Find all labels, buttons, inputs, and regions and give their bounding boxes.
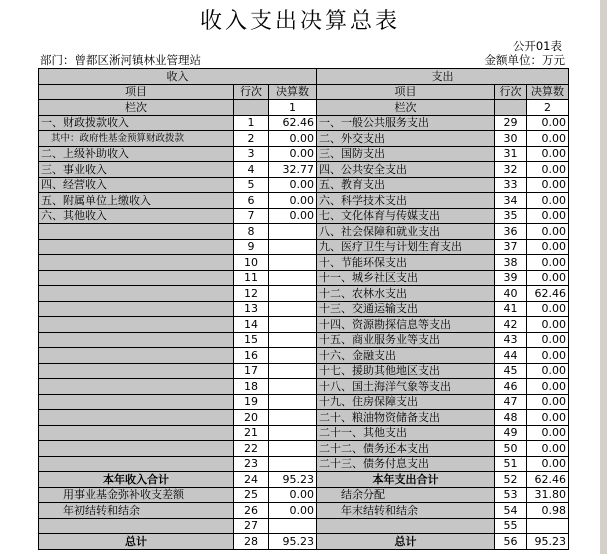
expense-item-cell: 十九、住房保障支出 xyxy=(317,394,495,410)
income-item-cell xyxy=(39,239,234,255)
income-seq-cell: 3 xyxy=(234,146,269,162)
income-amount-cell xyxy=(269,301,317,317)
table-row xyxy=(39,146,569,162)
table-row xyxy=(39,332,569,348)
expense-amount-cell: 31.80 xyxy=(527,487,569,503)
table-row xyxy=(39,301,569,317)
expense-seq-cell: 56 xyxy=(495,534,527,550)
income-amount-cell xyxy=(269,456,317,472)
expense-amount-cell: 0.98 xyxy=(527,503,569,519)
income-seq-cell: 15 xyxy=(234,332,269,348)
income-amount-cell: 0.00 xyxy=(269,193,317,209)
income-item-cell: 一、财政拨款收入 xyxy=(39,115,234,131)
expense-item-cell: 十四、资源勘探信息等支出 xyxy=(317,317,495,333)
expense-seq-cell: 38 xyxy=(495,255,527,271)
expense-item-cell: 结余分配 xyxy=(317,487,495,503)
expense-item-cell: 十七、援助其他地区支出 xyxy=(317,363,495,379)
expense-item-cell: 二十一、其他支出 xyxy=(317,425,495,441)
income-item-cell xyxy=(39,456,234,472)
expense-amount-cell: 62.46 xyxy=(527,472,569,488)
expense-item-cell: 七、文化体育与传媒支出 xyxy=(317,208,495,224)
expense-seq-cell: 31 xyxy=(495,146,527,162)
expense-seq-cell: 45 xyxy=(495,363,527,379)
income-amount-cell xyxy=(269,394,317,410)
expense-seq-cell: 54 xyxy=(495,503,527,519)
income-amount-cell xyxy=(269,518,317,534)
income-seq-cell: 13 xyxy=(234,301,269,317)
expense-amount-cell: 0.00 xyxy=(527,394,569,410)
table-row xyxy=(39,425,569,441)
income-seq-cell: 26 xyxy=(234,503,269,519)
income-item-cell xyxy=(39,363,234,379)
expense-amount-cell: 0.00 xyxy=(527,379,569,395)
income-seq-cell: 28 xyxy=(234,534,269,550)
expense-amount-header: 决算数 xyxy=(527,84,569,100)
table-row xyxy=(39,394,569,410)
income-amount-cell xyxy=(269,255,317,271)
expense-seq-cell: 44 xyxy=(495,348,527,364)
income-seq-cell: 19 xyxy=(234,394,269,410)
expense-seq-cell: 40 xyxy=(495,286,527,302)
income-amount-cell xyxy=(269,379,317,395)
table-row xyxy=(39,379,569,395)
table-row xyxy=(39,239,569,255)
income-amount-cell xyxy=(269,317,317,333)
expense-item-cell: 十三、交通运输支出 xyxy=(317,301,495,317)
table-row xyxy=(39,472,569,488)
expense-amount-cell: 0.00 xyxy=(527,224,569,240)
table-row xyxy=(39,208,569,224)
expense-amount-cell: 0.00 xyxy=(527,193,569,209)
summary-table xyxy=(38,68,569,550)
income-seq-cell: 25 xyxy=(234,487,269,503)
income-amount-cell: 0.00 xyxy=(269,487,317,503)
income-amount-cell xyxy=(269,441,317,457)
expense-amount-cell: 0.00 xyxy=(527,317,569,333)
income-amount-cell xyxy=(269,286,317,302)
income-item-cell xyxy=(39,441,234,457)
income-amount-cell xyxy=(269,224,317,240)
table-row xyxy=(39,162,569,178)
income-amount-header: 决算数 xyxy=(269,84,317,100)
expense-amount-cell: 0.00 xyxy=(527,239,569,255)
expense-amount-cell xyxy=(527,518,569,534)
expense-item-header: 项目 xyxy=(317,84,495,100)
expense-item-cell: 十五、商业服务业等支出 xyxy=(317,332,495,348)
income-seq-cell: 9 xyxy=(234,239,269,255)
income-amount-cell xyxy=(269,239,317,255)
window-frame-right xyxy=(600,0,607,554)
expense-item-cell: 年末结转和结余 xyxy=(317,503,495,519)
department-label: 部门：曾都区淅河镇林业管理站 xyxy=(40,53,201,67)
income-item-cell: 三、事业收入 xyxy=(39,162,234,178)
income-item-cell: 年初结转和结余 xyxy=(39,503,234,519)
income-item-cell: 四、经营收入 xyxy=(39,177,234,193)
expense-item-cell: 六、科学技术支出 xyxy=(317,193,495,209)
income-seq-cell: 2 xyxy=(234,131,269,147)
expense-item-cell: 十、节能环保支出 xyxy=(317,255,495,271)
page-title: 收入支出决算总表 xyxy=(199,9,400,34)
income-item-cell: 五、附属单位上缴收入 xyxy=(39,193,234,209)
table-row xyxy=(39,193,569,209)
expense-item-cell: 四、公共安全支出 xyxy=(317,162,495,178)
expense-amount-cell: 62.46 xyxy=(527,286,569,302)
income-item-header: 项目 xyxy=(39,84,234,100)
income-amount-cell: 0.00 xyxy=(269,208,317,224)
expense-seq-cell: 42 xyxy=(495,317,527,333)
income-seq-cell: 8 xyxy=(234,224,269,240)
table-row xyxy=(39,177,569,193)
income-amount-cell: 0.00 xyxy=(269,131,317,147)
expense-amount-cell: 0.00 xyxy=(527,115,569,131)
income-seq-cell: 23 xyxy=(234,456,269,472)
expense-seq-cell: 48 xyxy=(495,410,527,426)
income-seq-cell: 4 xyxy=(234,162,269,178)
table-row xyxy=(39,317,569,333)
income-amount-cell xyxy=(269,332,317,348)
income-amount-cell: 0.00 xyxy=(269,503,317,519)
expense-seq-cell: 47 xyxy=(495,394,527,410)
expense-amount-cell: 0.00 xyxy=(527,146,569,162)
expense-amount-cell: 0.00 xyxy=(527,270,569,286)
expense-item-cell: 一、一般公共服务支出 xyxy=(317,115,495,131)
expense-seq-cell: 55 xyxy=(495,518,527,534)
expense-seq-cell: 32 xyxy=(495,162,527,178)
expense-seq-cell: 37 xyxy=(495,239,527,255)
expense-seq-cell: 53 xyxy=(495,487,527,503)
expense-seq-cell: 49 xyxy=(495,425,527,441)
income-amount-cell xyxy=(269,425,317,441)
expense-item-cell: 九、医疗卫生与计划生育支出 xyxy=(317,239,495,255)
expense-item-cell: 八、社会保障和就业支出 xyxy=(317,224,495,240)
income-item-cell: 用事业基金弥补收支差额 xyxy=(39,487,234,503)
expense-item-cell: 本年支出合计 xyxy=(317,472,495,488)
income-item-cell: 总计 xyxy=(39,534,234,550)
table-row xyxy=(39,363,569,379)
expense-amount-cell: 0.00 xyxy=(527,425,569,441)
expense-item-cell: 二十三、债务付息支出 xyxy=(317,456,495,472)
table-row xyxy=(39,441,569,457)
expense-item-cell: 五、教育支出 xyxy=(317,177,495,193)
income-amount-cell: 95.23 xyxy=(269,472,317,488)
table-row xyxy=(39,255,569,271)
expense-item-cell: 二十二、债务还本支出 xyxy=(317,441,495,457)
income-amount-cell xyxy=(269,348,317,364)
income-item-cell: 六、其他收入 xyxy=(39,208,234,224)
income-seq-cell: 17 xyxy=(234,363,269,379)
income-item-cell xyxy=(39,332,234,348)
expense-amount-cell: 0.00 xyxy=(527,456,569,472)
income-item-cell xyxy=(39,518,234,534)
expense-amount-cell: 0.00 xyxy=(527,131,569,147)
expense-amount-cell: 0.00 xyxy=(527,162,569,178)
expense-item-cell: 二十、粮油物资储备支出 xyxy=(317,410,495,426)
expense-item-cell: 三、国防支出 xyxy=(317,146,495,162)
table-row xyxy=(39,456,569,472)
income-item-cell: 本年收入合计 xyxy=(39,472,234,488)
table-row xyxy=(39,286,569,302)
expense-seq-cell: 29 xyxy=(495,115,527,131)
income-amount-cell: 0.00 xyxy=(269,177,317,193)
income-item-cell xyxy=(39,270,234,286)
income-item-cell xyxy=(39,410,234,426)
expense-amount-cell: 0.00 xyxy=(527,348,569,364)
income-section-header: 收入 xyxy=(39,69,317,85)
income-seq-cell: 7 xyxy=(234,208,269,224)
income-amount-cell: 62.46 xyxy=(269,115,317,131)
expense-amount-cell: 0.00 xyxy=(527,441,569,457)
income-column-number: 1 xyxy=(269,100,317,116)
expense-seq-cell: 36 xyxy=(495,224,527,240)
expense-column-label: 栏次 xyxy=(317,100,495,116)
expense-item-cell: 十一、城乡社区支出 xyxy=(317,270,495,286)
expense-seq-cell: 51 xyxy=(495,456,527,472)
income-seq-header: 行次 xyxy=(234,84,269,100)
income-item-cell xyxy=(39,301,234,317)
expense-seq-cell: 30 xyxy=(495,131,527,147)
income-seq-cell: 14 xyxy=(234,317,269,333)
expense-seq-cell: 52 xyxy=(495,472,527,488)
expense-amount-cell: 0.00 xyxy=(527,177,569,193)
expense-seq-cell: 50 xyxy=(495,441,527,457)
income-item-cell xyxy=(39,255,234,271)
income-seq-cell: 11 xyxy=(234,270,269,286)
expense-item-cell: 总计 xyxy=(317,534,495,550)
table-row xyxy=(39,348,569,364)
expense-item-cell: 二、外交支出 xyxy=(317,131,495,147)
income-amount-cell: 0.00 xyxy=(269,146,317,162)
expense-amount-cell: 0.00 xyxy=(527,208,569,224)
expense-seq-cell: 35 xyxy=(495,208,527,224)
expense-amount-cell: 0.00 xyxy=(527,410,569,426)
expense-seq-cell: 41 xyxy=(495,301,527,317)
income-seq-cell: 20 xyxy=(234,410,269,426)
income-column-seq-blank xyxy=(234,100,269,116)
table-row xyxy=(39,503,569,519)
income-seq-cell: 22 xyxy=(234,441,269,457)
income-amount-cell xyxy=(269,270,317,286)
expense-seq-cell: 33 xyxy=(495,177,527,193)
income-item-cell xyxy=(39,425,234,441)
income-item-cell xyxy=(39,317,234,333)
expense-item-cell: 十六、金融支出 xyxy=(317,348,495,364)
expense-amount-cell: 0.00 xyxy=(527,363,569,379)
expense-seq-cell: 39 xyxy=(495,270,527,286)
expense-column-number: 2 xyxy=(527,100,569,116)
income-amount-cell: 32.77 xyxy=(269,162,317,178)
income-seq-cell: 21 xyxy=(234,425,269,441)
income-seq-cell: 12 xyxy=(234,286,269,302)
income-amount-cell xyxy=(269,410,317,426)
table-row xyxy=(39,534,569,550)
income-seq-cell: 27 xyxy=(234,518,269,534)
income-item-cell xyxy=(39,286,234,302)
income-item-cell xyxy=(39,394,234,410)
income-seq-cell: 5 xyxy=(234,177,269,193)
income-item-cell xyxy=(39,379,234,395)
income-seq-cell: 1 xyxy=(234,115,269,131)
table-row xyxy=(39,131,569,147)
expense-seq-cell: 46 xyxy=(495,379,527,395)
table-row xyxy=(39,270,569,286)
expense-seq-header: 行次 xyxy=(495,84,527,100)
income-seq-cell: 18 xyxy=(234,379,269,395)
form-code: 公开01表 xyxy=(512,39,562,53)
expense-section-header: 支出 xyxy=(317,69,569,85)
income-item-cell xyxy=(39,348,234,364)
income-item-cell: 二、上级补助收入 xyxy=(39,146,234,162)
table-row xyxy=(39,224,569,240)
income-item-cell: 其中：政府性基金预算财政拨款 xyxy=(39,131,234,147)
expense-column-seq-blank xyxy=(495,100,527,116)
expense-amount-cell: 95.23 xyxy=(527,534,569,550)
income-seq-cell: 10 xyxy=(234,255,269,271)
expense-item-cell xyxy=(317,518,495,534)
table-row xyxy=(39,410,569,426)
income-seq-cell: 24 xyxy=(234,472,269,488)
expense-amount-cell: 0.00 xyxy=(527,332,569,348)
income-column-label: 栏次 xyxy=(39,100,234,116)
income-item-cell xyxy=(39,224,234,240)
table-row xyxy=(39,487,569,503)
unit-label: 金额单位：万元 xyxy=(484,53,565,67)
expense-seq-cell: 34 xyxy=(495,193,527,209)
income-amount-cell: 95.23 xyxy=(269,534,317,550)
expense-amount-cell: 0.00 xyxy=(527,255,569,271)
expense-seq-cell: 43 xyxy=(495,332,527,348)
income-amount-cell xyxy=(269,363,317,379)
expense-item-cell: 十二、农林水支出 xyxy=(317,286,495,302)
table-row xyxy=(39,115,569,131)
expense-amount-cell: 0.00 xyxy=(527,301,569,317)
income-seq-cell: 16 xyxy=(234,348,269,364)
table-row xyxy=(39,518,569,534)
expense-item-cell: 十八、国土海洋气象等支出 xyxy=(317,379,495,395)
income-seq-cell: 6 xyxy=(234,193,269,209)
